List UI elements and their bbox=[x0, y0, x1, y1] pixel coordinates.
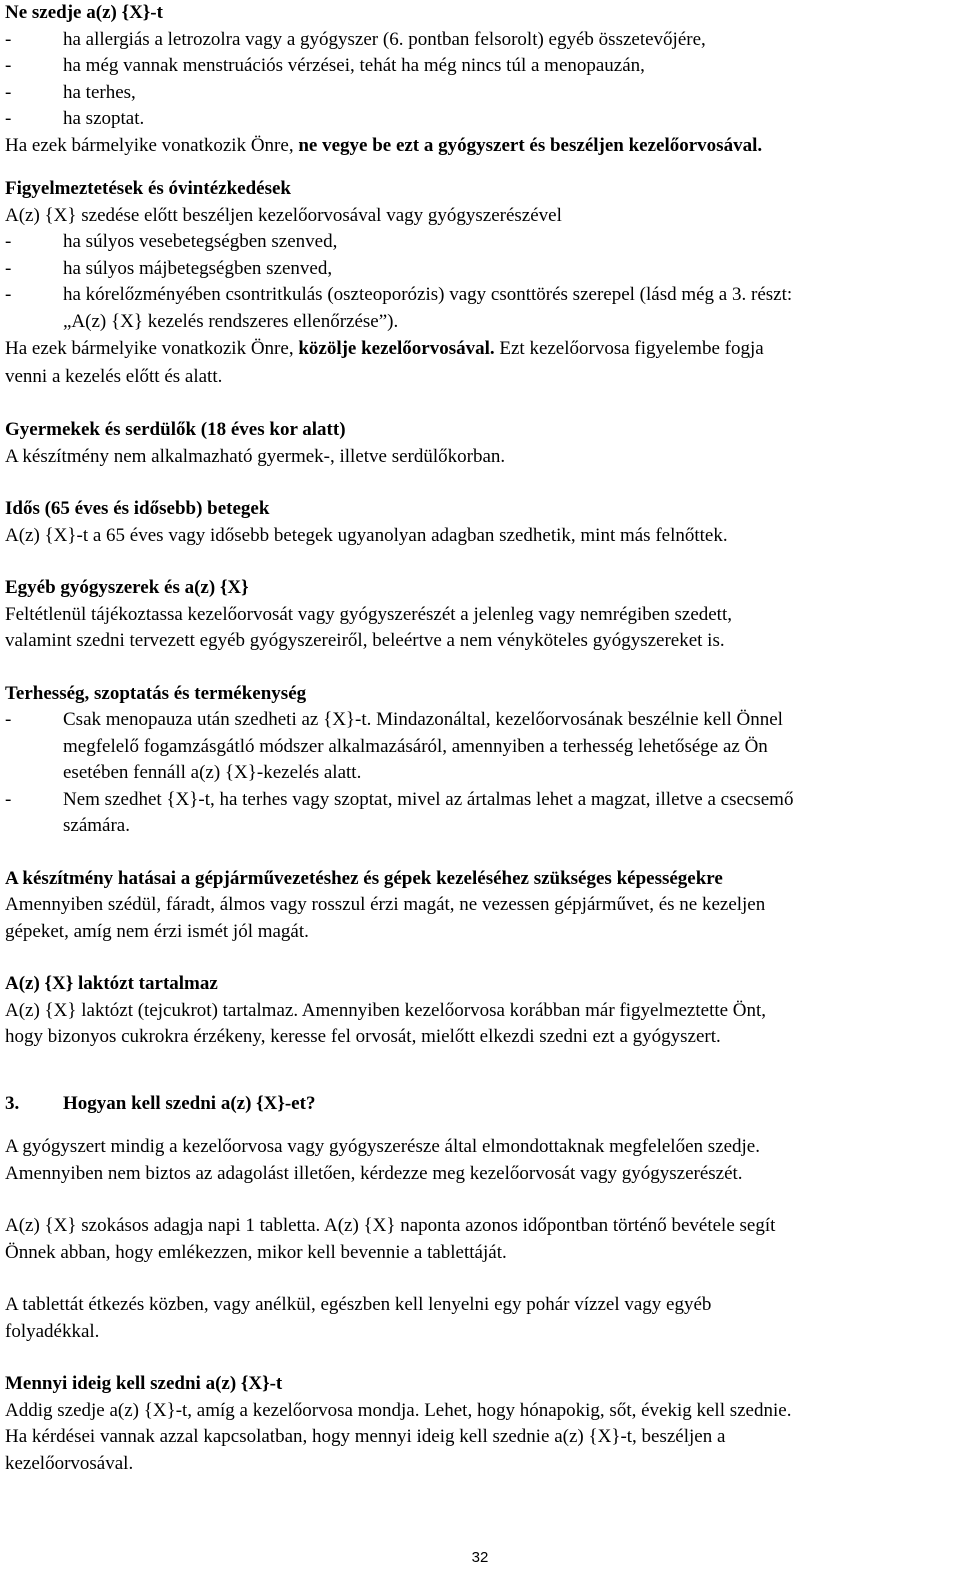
spacer bbox=[5, 840, 950, 866]
paragraph-line: A gyógyszert mindig a kezelőorvosa vagy gyógyszerésze által elmondottaknak megfelelően szedje. bbox=[5, 1136, 760, 1157]
spacer bbox=[5, 1117, 950, 1134]
spacer bbox=[5, 655, 950, 681]
section-title-contraindications: Ne szedje a(z) {X}-t bbox=[5, 2, 163, 23]
note-emphasis: közölje kezelőorvosával. bbox=[298, 338, 495, 359]
note-text: Ha ezek bármelyike vonatkozik Önre, bbox=[5, 134, 299, 156]
paragraph-line: Feltétlenül tájékoztassa kezelőorvosát vagy gyógyszerészét a jelenleg vagy nemrégiben szedett, bbox=[5, 603, 732, 625]
list-item-text: ha még vannak menstruációs vérzései, tehát ha még nincs túl a menopauzán, bbox=[63, 55, 645, 76]
bullet-dash: - bbox=[5, 709, 12, 730]
spacer bbox=[5, 159, 950, 176]
list-item-text: ha kórelőzményében csontritkulás (oszteoporózis) vagy csonttörés szerepel (lásd még a 3. részt: bbox=[63, 284, 793, 305]
list-item bbox=[5, 256, 950, 283]
paragraph-line: hogy bizonyos cukrokra érzékeny, keresse fel orvosát, mielőtt elkezdi szedni ezt a gyógyszert. bbox=[5, 1026, 721, 1047]
list-item-text: ha súlyos vesebetegségben szenved, bbox=[63, 231, 338, 252]
bullet-dash: - bbox=[5, 108, 12, 129]
section-title-elderly: Idős (65 éves és idősebb) betegek bbox=[5, 498, 270, 519]
list-item bbox=[5, 282, 950, 335]
paragraph-line: folyadékkal. bbox=[5, 1320, 100, 1342]
spacer bbox=[5, 1345, 950, 1371]
spacer bbox=[5, 1266, 950, 1292]
list-item-text: Nem szedhet {X}-t, ha terhes vagy szoptat, mivel az ártalmas lehet a magzat, illetve a csecsemő bbox=[63, 788, 794, 810]
bullet-dash: - bbox=[5, 28, 12, 50]
section-title-driving: A készítmény hatásai a gépjárművezetéshez és gépek kezeléséhez szükséges képességekre bbox=[5, 867, 723, 889]
spacer bbox=[5, 391, 950, 417]
bullet-dash: - bbox=[5, 81, 12, 103]
list-item-text: Csak menopauza után szedheti az {X}-t. Mindazonáltal, kezelőorvosának beszélnie kell Önnel bbox=[63, 709, 783, 730]
list-item-continuation: esetében fennáll a(z) {X}-kezelés alatt. bbox=[63, 762, 362, 783]
paragraph-line: valamint szedni tervezett egyéb gyógyszereiről, beleértve a nem vényköteles gyógyszereket is. bbox=[5, 630, 725, 651]
list-item-continuation: megfelelő fogamzásgátló módszer alkalmazásáról, amennyiben a terhesség lehetősége az Ön bbox=[63, 735, 768, 757]
list-item bbox=[5, 707, 950, 787]
bullet-dash: - bbox=[5, 55, 12, 76]
list-item bbox=[5, 229, 950, 256]
paragraph-line: A(z) {X} szokásos adagja napi 1 tabletta. A(z) {X} naponta azonos időpontban történő bevétele segít bbox=[5, 1215, 776, 1236]
section-title-duration: Mennyi ideig kell szedni a(z) {X}-t bbox=[5, 1373, 283, 1394]
section-title-pregnancy: Terhesség, szoptatás és termékenység bbox=[5, 682, 307, 704]
paragraph-line: Addig szedje a(z) {X}-t, amíg a kezelőorvosa mondja. Lehet, hogy hónapokig, sőt, évekig kell szednie. bbox=[5, 1399, 792, 1421]
list-item bbox=[5, 27, 950, 54]
paragraph bbox=[5, 335, 950, 363]
bullet-dash: - bbox=[5, 788, 12, 810]
section-title-other-medicines: Egyéb gyógyszerek és a(z) {X} bbox=[5, 577, 249, 598]
bullet-dash: - bbox=[5, 257, 12, 279]
list-item-continuation: „A(z) {X} kezelés rendszeres ellenőrzése”). bbox=[63, 310, 399, 332]
list-item-text: ha allergiás a letrozolra vagy a gyógyszer (6. pontban felsorolt) egyéb összetevőjére, bbox=[63, 28, 706, 50]
leaflet-page bbox=[5, 0, 950, 1477]
page-number: 32 bbox=[471, 1549, 489, 1566]
chapter-heading bbox=[5, 1091, 950, 1118]
paragraph-line: Ha kérdései vannak azzal kapcsolatban, hogy mennyi ideig kell szednie a(z) {X}-t, beszéljen a bbox=[5, 1426, 726, 1447]
chapter-title: Hogyan kell szedni a(z) {X}-et? bbox=[63, 1092, 316, 1114]
paragraph-line: Önnek abban, hogy emlékezzen, mikor kell bevennie a tablettáját. bbox=[5, 1241, 507, 1263]
paragraph-line: Amennyiben szédül, fáradt, álmos vagy rosszul érzi magát, ne vezessen gépjárművet, és ne kezeljen bbox=[5, 894, 766, 915]
list-item bbox=[5, 787, 950, 840]
list-item bbox=[5, 106, 950, 133]
section-title-children: Gyermekek és serdülők (18 éves kor alatt) bbox=[5, 419, 346, 440]
note-text: Ezt kezelőorvosa figyelembe fogja bbox=[494, 338, 764, 359]
list-item-continuation: számára. bbox=[63, 815, 130, 836]
spacer bbox=[5, 549, 950, 575]
spacer bbox=[5, 1051, 950, 1091]
paragraph-line: venni a kezelés előtt és alatt. bbox=[5, 366, 223, 387]
paragraph bbox=[5, 133, 950, 160]
bullet-dash: - bbox=[5, 231, 12, 252]
paragraph-line: kezelőorvosával. bbox=[5, 1452, 134, 1474]
spacer bbox=[5, 1187, 950, 1213]
paragraph-line: Amennyiben nem biztos az adagolást illetően, kérdezze meg kezelőorvosát vagy gyógyszerészét. bbox=[5, 1162, 743, 1184]
note-text: Ha ezek bármelyike vonatkozik Önre, bbox=[5, 338, 299, 359]
bullet-dash: - bbox=[5, 284, 12, 305]
spacer bbox=[5, 945, 950, 971]
paragraph: A(z) {X}-t a 65 éves vagy idősebb betegek ugyanolyan adagban szedhetik, mint más felnőttek. bbox=[5, 524, 728, 546]
paragraph-line: A(z) {X} laktózt (tejcukrot) tartalmaz. Amennyiben kezelőorvosa korábban már figyelmeztette Önt, bbox=[5, 999, 767, 1021]
note-emphasis: ne vegye be ezt a gyógyszert és beszéljen kezelőorvosával. bbox=[298, 134, 763, 156]
list-item bbox=[5, 53, 950, 80]
paragraph: A(z) {X} szedése előtt beszéljen kezelőorvosával vagy gyógyszerészével bbox=[5, 204, 562, 226]
list-item-text: ha szoptat. bbox=[63, 108, 145, 129]
section-title-lactose: A(z) {X} laktózt tartalmaz bbox=[5, 973, 218, 994]
paragraph-line: A tablettát étkezés közben, vagy anélkül, egészben kell lenyelni egy pohár vízzel vagy egyéb bbox=[5, 1294, 712, 1315]
paragraph-line: gépeket, amíg nem érzi ismét jól magát. bbox=[5, 920, 309, 942]
paragraph: A készítmény nem alkalmazható gyermek-, illetve serdülőkorban. bbox=[5, 445, 506, 467]
list-item-text: ha súlyos májbetegségben szenved, bbox=[63, 257, 333, 279]
section-title-warnings: Figyelmeztetések és óvintézkedések bbox=[5, 178, 291, 199]
chapter-number: 3. bbox=[5, 1092, 20, 1114]
list-item-text: ha terhes, bbox=[63, 81, 136, 103]
list-item bbox=[5, 80, 950, 107]
spacer bbox=[5, 470, 950, 496]
